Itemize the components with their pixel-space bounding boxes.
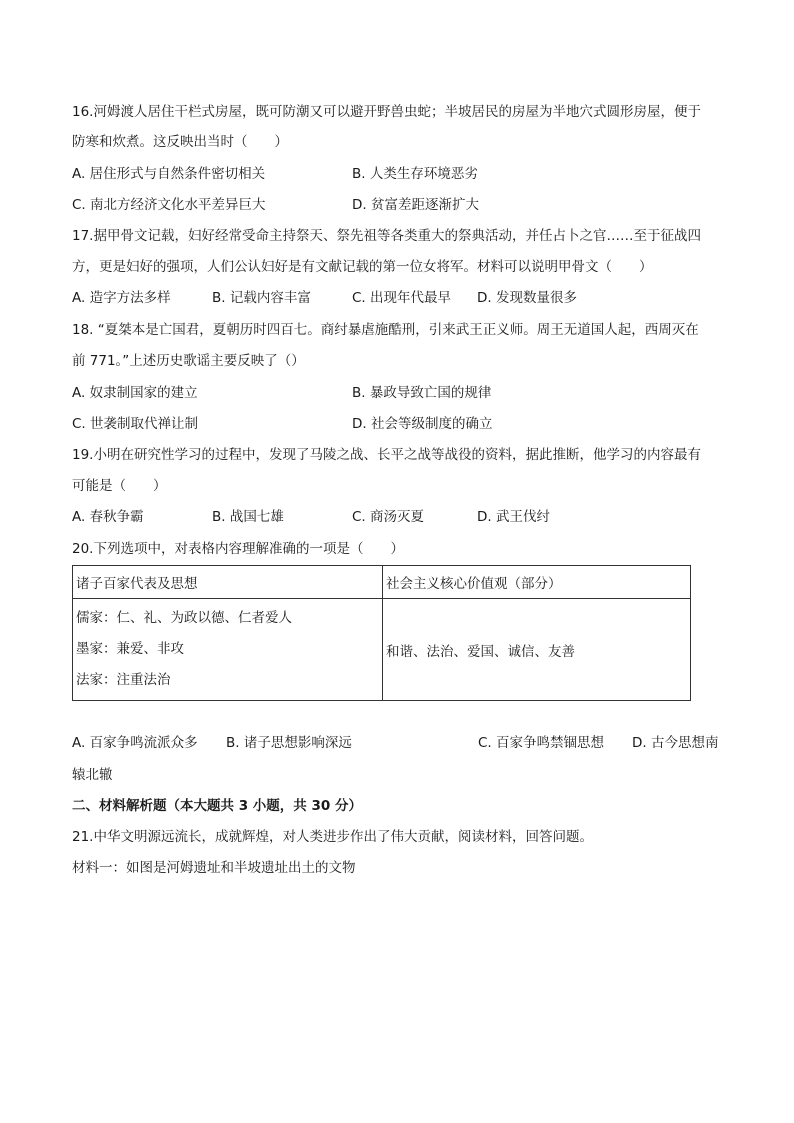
- table-cell-schools: [73, 599, 383, 701]
- q17-option-d: D. 发现数量很多: [477, 290, 577, 306]
- q18-stem-line2: 前 771。”上述历史歌谣主要反映了（）: [72, 353, 305, 369]
- q17-stem-line2: 方，更是妇好的强项，人们公认妇好是有文献记载的第一位女将军。材料可以说明甲骨文（ ）: [72, 259, 653, 275]
- table-header-row: [73, 566, 691, 599]
- q18-option-d: D. 社会等级制度的确立: [352, 416, 493, 432]
- q17-option-c: C. 出现年代最早: [352, 290, 452, 306]
- q16-option-a: A. 居住形式与自然条件密切相关: [72, 166, 266, 182]
- q20-table: [72, 565, 691, 701]
- table-school-confucian: 儒家：仁、礼、为政以德、仁者爱人: [76, 610, 292, 626]
- q19-option-d: D. 武王伐纣: [477, 509, 550, 525]
- q21-material-1: 材料一：如图是河姆遗址和半坡遗址出土的文物: [72, 860, 356, 876]
- table-header-left: 诸子百家代表及思想: [73, 566, 383, 599]
- table-school-mohist: 墨家：兼爱、非攻: [76, 641, 184, 657]
- q20-option-d: D. 古今思想南: [632, 735, 719, 751]
- q20-option-a: A. 百家争鸣流派众多: [72, 735, 198, 751]
- q18-option-a: A. 奴隶制国家的建立: [72, 385, 198, 401]
- table-school-legalist: 法家：注重法治: [76, 672, 171, 688]
- q17-stem-line1: 17.据甲骨文记载，妇好经常受命主持祭天、祭先祖等各类重大的祭典活动，并任占卜之官……至于征战四: [72, 228, 701, 244]
- q17-option-a: A. 造字方法多样: [72, 290, 171, 306]
- q17-option-b: B. 记载内容丰富: [212, 290, 311, 306]
- q20-option-c: C. 百家争鸣禁锢思想: [478, 735, 605, 751]
- table-row: [73, 599, 691, 701]
- table-header-right: 社会主义核心价值观（部分）: [383, 566, 691, 599]
- q16-option-d: D. 贫富差距逐渐扩大: [352, 197, 479, 213]
- q18-option-b: B. 暴政导致亡国的规律: [352, 385, 492, 401]
- q20-option-d-wrap: 辕北辙: [72, 767, 113, 783]
- q19-stem-line1: 19.小明在研究性学习的过程中，发现了马陵之战、长平之战等战役的资料，据此推断，他学习的内容最有: [72, 447, 701, 463]
- q19-option-b: B. 战国七雄: [212, 509, 284, 525]
- q19-stem-line2: 可能是（ ）: [72, 478, 167, 494]
- q19-option-c: C. 商汤灭夏: [352, 509, 425, 525]
- q18-stem-line1: 18. “夏桀本是亡国君，夏朝历时四百七。商纣暴虐施酷刑，引来武王正义师。周王无道国人起，西周灭在: [72, 322, 699, 338]
- q16-option-c: C. 南北方经济文化水平差异巨大: [72, 197, 266, 213]
- q16-option-b: B. 人类生存环境恶劣: [352, 166, 478, 182]
- q18-option-c: C. 世袭制取代禅让制: [72, 416, 199, 432]
- q16-stem-line2: 防寒和炊煮。这反映出当时（ ）: [72, 134, 288, 150]
- table-cell-values: 和谐、法治、爱国、诚信、友善: [383, 599, 691, 701]
- q21-stem: 21.中华文明源远流长，成就辉煌，对人类进步作出了伟大贡献，阅读材料，回答问题。: [72, 829, 593, 845]
- section-2-title: 二、材料解析题（本大题共 3 小题，共 30 分）: [72, 798, 362, 814]
- q20-stem: 20.下列选项中，对表格内容理解准确的一项是（ ）: [72, 541, 404, 557]
- q16-stem-line1: 16.河姆渡人居住干栏式房屋，既可防潮又可以避开野兽虫蛇；半坡居民的房屋为半地穴式圆形房屋，便于: [72, 104, 701, 120]
- q19-option-a: A. 春秋争霸: [72, 509, 144, 525]
- q20-option-b: B. 诸子思想影响深远: [226, 735, 352, 751]
